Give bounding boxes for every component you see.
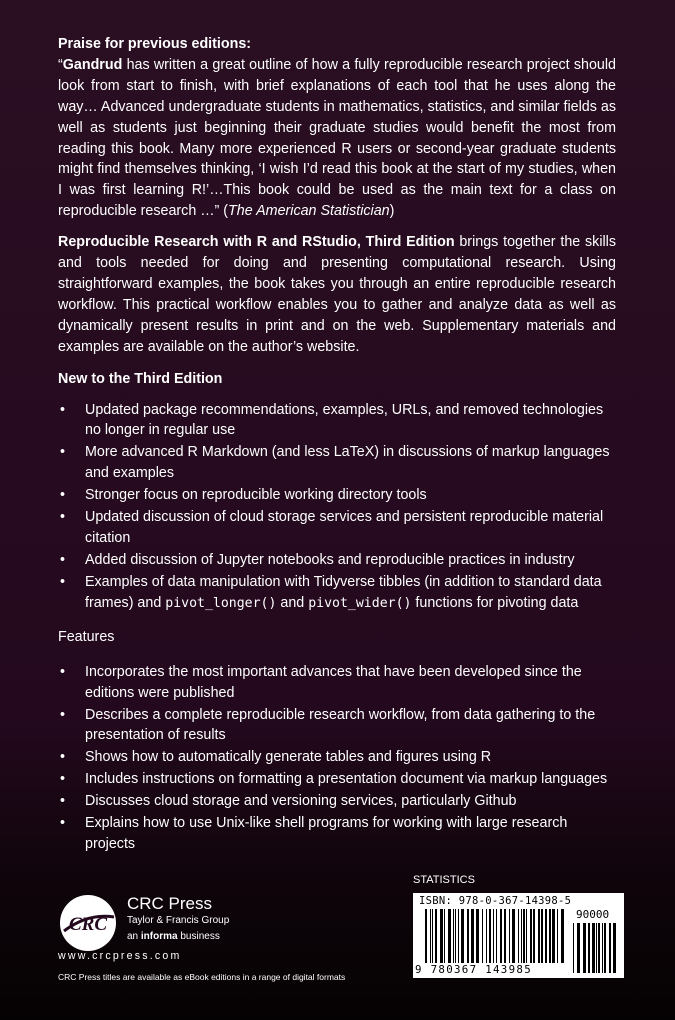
barcode-addon-bar [604, 923, 606, 973]
barcode-bar [486, 909, 487, 963]
category-label: STATISTICS [413, 874, 475, 886]
barcode-bar [533, 909, 535, 963]
barcode-bar [467, 909, 469, 963]
barcode-addon-bar [609, 923, 611, 973]
book-description [58, 232, 616, 357]
barcode-addon-bar [596, 923, 597, 973]
quote-author: Gandrud [62, 56, 123, 73]
barcode-addon-bar [592, 923, 595, 973]
list-item: • Stronger focus on reproducible working directory tools [58, 485, 616, 506]
barcode-bar [455, 909, 456, 963]
isbn-barcode [413, 893, 624, 978]
barcode-bar [557, 909, 558, 963]
praise-heading: Praise for previous editions: [58, 36, 252, 52]
barcode-bar [425, 909, 427, 963]
barcode-bar [448, 909, 451, 963]
barcode-bar [453, 909, 454, 963]
barcode-addon-bar [613, 923, 616, 973]
barcode-bar [518, 909, 519, 963]
code-pivot-longer: pivot_longer() [165, 595, 277, 611]
barcode-bar [526, 909, 527, 963]
barcode-bar [458, 909, 459, 963]
price-code: 90000 [576, 908, 610, 921]
barcode-bar [512, 909, 515, 963]
barcode-bar [541, 909, 543, 963]
list-item: • Discusses cloud storage and versioning services, particularly Github [58, 791, 616, 812]
barcode-bar [561, 909, 564, 963]
barcode-bar [504, 909, 506, 963]
barcode-bar [500, 909, 502, 963]
list-item [58, 572, 616, 615]
informa-suffix: business [177, 931, 220, 942]
barcode-addon-bar [602, 923, 603, 973]
list-item: • Added discussion of Jupyter notebooks and reproducible practices in industry [58, 550, 616, 571]
item-text: Examples of data manipulation with Tidyverse tibbles (in addition to standard data frames) and [85, 573, 602, 611]
list-item: • More advanced R Markdown (and less LaTeX) in discussions of markup languages and examples [58, 442, 616, 484]
barcode-bar [530, 909, 532, 963]
quote-close: ) [389, 203, 395, 220]
list-item: • Includes instructions on formatting a presentation document via markup languages [58, 769, 616, 790]
barcode-bar [521, 909, 522, 963]
barcode-bar [471, 909, 474, 963]
barcode-bar [523, 909, 525, 963]
book-title: Reproducible Research with R and RStudio, Third Edition [58, 234, 455, 251]
barcode-bar [476, 909, 479, 963]
barcode-bar [482, 909, 483, 963]
crc-logo-icon [58, 893, 118, 953]
barcode-addon-bar [577, 923, 580, 973]
list-item: • Updated discussion of cloud storage services and persistent reproducible material citation [58, 507, 616, 549]
barcode-bar [461, 909, 464, 963]
barcode-bar [432, 909, 433, 963]
item-text: and [276, 594, 309, 611]
description-text: brings together the skills and tools needed for doing and presenting computational research. Using straightforward examples, the book takes you through an entire reproducible research workflow. This practical workflow enables you to gather and analyze data as well as dynamically present results in print and on the web. Supplementary materials and examples are available on the author’s website. [58, 234, 616, 355]
list-item: • Explains how to use Unix-like shell programs for working with large research projects [58, 813, 616, 855]
isbn-number: ISBN: 978-0-367-14398-5 [419, 895, 572, 907]
list-item: • Describes a complete reproducible research workflow, from data gathering to the presentation of results [58, 705, 616, 747]
barcode-addon-bar [598, 923, 600, 973]
barcode-addon-bar [583, 923, 586, 973]
barcode-bar [440, 909, 443, 963]
barcode-bar [552, 909, 555, 963]
quote-source: The American Statistician [228, 203, 390, 220]
code-pivot-wider: pivot_wider() [308, 595, 412, 611]
barcode-addon-bar [588, 923, 590, 973]
list-item: • Incorporates the most important advances that have been developed since the editions were published [58, 662, 616, 704]
back-cover-text [58, 34, 616, 856]
publisher-website: www.crcpress.com [58, 950, 182, 962]
barcode-addon-bar [573, 923, 574, 973]
barcode-bar [430, 909, 431, 963]
barcode-bar [493, 909, 494, 963]
informa-prefix: an [127, 931, 141, 942]
quote-body: has written a great outline of how a fully reproducible research project should look from start to finish, with brief explanations of each tool that he uses along the way… Advanced undergraduate students in mathematics, statistics, and similar fields as well as students just beginning their graduate studies would benefit the most from reading this book. Many more experienced R users or second-year graduate students might find themselves thinking, ‘I wish I’d read this book at the start of my studies, when I was first learning R!’…This book could be used as the main text for a class on reproducible research …” ( [58, 56, 616, 220]
publisher-group: Taylor & Francis Group [127, 915, 230, 926]
new-edition-list [58, 400, 616, 615]
barcode-bar [509, 909, 510, 963]
publisher-name: CRC Press [127, 894, 213, 913]
barcode-bar [444, 909, 445, 963]
barcode-bar [435, 909, 437, 963]
barcode-bar [545, 909, 547, 963]
new-edition-heading: New to the Third Edition [58, 370, 223, 387]
informa-brand: informa [140, 931, 178, 942]
publisher-informa [127, 931, 220, 943]
item-text: functions for pivoting data [411, 594, 579, 611]
barcode-digits: 9 780367 143985 [415, 963, 533, 976]
quote-open: “ [58, 56, 63, 73]
features-heading: Features [58, 628, 115, 645]
praise-quote [58, 55, 616, 222]
barcode-bar [489, 909, 491, 963]
list-item: • Updated package recommendations, examples, URLs, and removed technologies no longer in regular use [58, 400, 616, 442]
list-item: • Shows how to automatically generate tables and figures using R [58, 747, 616, 768]
barcode-bar [538, 909, 540, 963]
ebook-note: CRC Press titles are available as eBook editions in a range of digital formats [58, 972, 346, 982]
logo-letters: CRC [68, 914, 108, 935]
barcode-bar [549, 909, 551, 963]
barcode-bar [496, 909, 497, 963]
features-list [58, 662, 616, 855]
